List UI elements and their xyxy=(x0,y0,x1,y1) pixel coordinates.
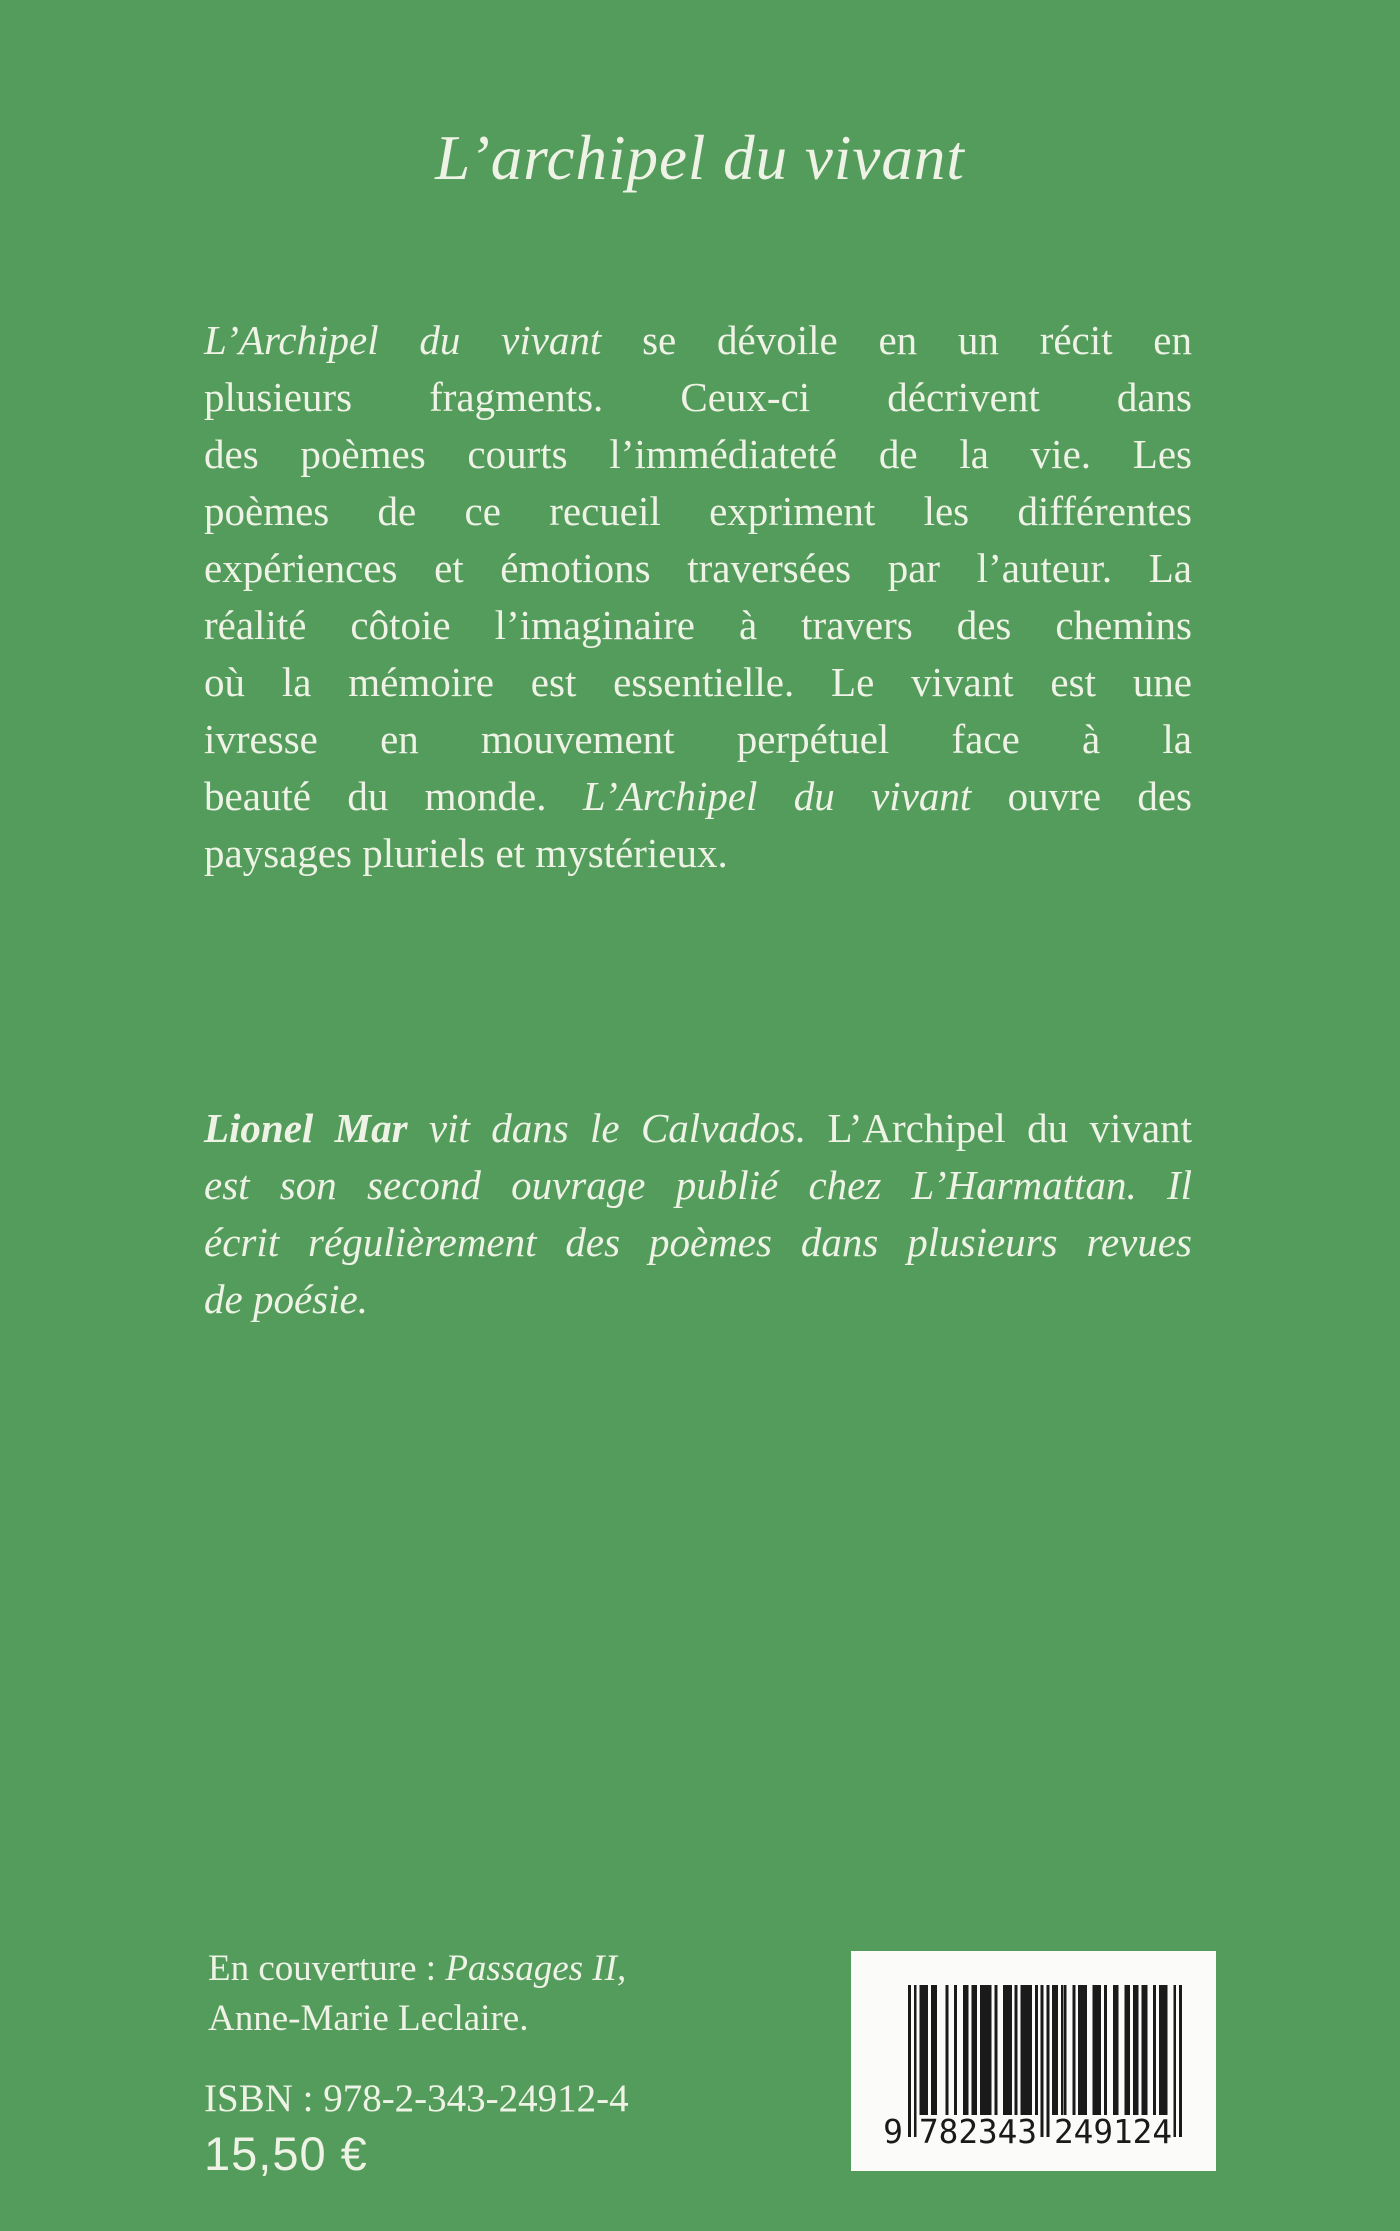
text-line xyxy=(204,825,1192,882)
barcode-bar xyxy=(1116,1985,1119,2115)
text-segment: ivresse en mouvement perpétuel face à la xyxy=(204,716,1192,762)
barcode-bar xyxy=(1003,1985,1006,2115)
text-segment: écrit régulièrement des poèmes dans plusieurs revues xyxy=(204,1219,1192,1265)
barcode-bar xyxy=(914,1985,917,2137)
barcode-bar xyxy=(1165,1985,1168,2115)
text-segment: L’Archipel du vivant xyxy=(827,1105,1192,1151)
text-line xyxy=(204,654,1192,711)
synopsis-paragraph xyxy=(204,312,1192,882)
barcode-bar xyxy=(1173,1985,1176,2137)
barcode-bar xyxy=(1006,1985,1009,2115)
barcode-bar xyxy=(1041,1985,1044,2137)
text-line xyxy=(204,483,1192,540)
text-line xyxy=(204,540,1192,597)
barcode-bar xyxy=(963,1985,966,2115)
text-line xyxy=(204,1157,1192,1214)
barcode-bar xyxy=(1078,1985,1081,2115)
text-line xyxy=(204,768,1192,825)
barcode-bar xyxy=(974,1985,977,2115)
barcode-bar xyxy=(954,1985,957,2115)
text-line xyxy=(204,369,1192,426)
barcode-bar xyxy=(934,1985,937,2115)
barcode-bar xyxy=(1104,1985,1107,2115)
text-line xyxy=(204,1214,1192,1271)
barcode-digits: 782343 xyxy=(919,2112,1037,2151)
barcode-bar xyxy=(1153,1985,1156,2115)
text-segment: est son second ouvrage publié chez L’Harmattan. Il xyxy=(204,1162,1192,1208)
barcode-bar xyxy=(1081,1985,1084,2115)
barcode-bar xyxy=(922,1985,925,2115)
cover-credit xyxy=(208,1944,626,2044)
text-segment: L’Archipel du vivant xyxy=(204,317,602,363)
text-segment: paysages pluriels et mystérieux. xyxy=(204,830,728,876)
barcode-digits: 9 xyxy=(883,2112,903,2151)
barcode-bar xyxy=(1020,1985,1023,2115)
text-line xyxy=(204,426,1192,483)
barcode-bar xyxy=(1159,1985,1162,2115)
text-segment: L’Archipel du vivant xyxy=(582,773,972,819)
barcode-bar xyxy=(1113,1985,1116,2115)
text-line xyxy=(204,1100,1192,1157)
text-line xyxy=(204,312,1192,369)
barcode-bar xyxy=(983,1985,986,2115)
barcode-bar xyxy=(986,1985,989,2115)
barcode-bar xyxy=(1064,1985,1067,2115)
text-segment: Anne-Marie Leclaire. xyxy=(208,1998,529,2039)
barcode-bar xyxy=(995,1985,998,2115)
author-bio-paragraph xyxy=(204,1100,1192,1328)
text-segment: poèmes de ce recueil expriment les différentes xyxy=(204,488,1192,534)
barcode-bar xyxy=(989,1985,992,2115)
barcode-panel xyxy=(851,1951,1216,2171)
text-segment: beauté du monde. xyxy=(204,773,583,819)
text-line xyxy=(204,597,1192,654)
barcode-bar xyxy=(1142,1985,1145,2115)
text-segment: En couverture : xyxy=(208,1948,446,1989)
text-segment: expériences et émotions traversées par l’auteur. La xyxy=(204,545,1192,591)
text-segment: ouvre des xyxy=(971,773,1192,819)
barcode-bar xyxy=(908,1985,911,2137)
barcode-bar xyxy=(1052,1985,1055,2115)
barcode-bar xyxy=(1136,1985,1139,2115)
barcode-bar xyxy=(1145,1985,1148,2115)
text-segment: se dévoile en un récit en xyxy=(601,317,1192,363)
barcode-bar xyxy=(1133,1985,1136,2115)
barcode-bar xyxy=(1124,1985,1127,2115)
barcode-bar xyxy=(1015,1985,1018,2115)
barcode-bar xyxy=(1084,1985,1087,2115)
barcode-bar xyxy=(1046,1985,1049,2137)
isbn-text: ISBN : 978-2-343-24912-4 xyxy=(204,2077,629,2120)
barcode-bar xyxy=(1072,1985,1075,2115)
barcode-bar xyxy=(1162,1985,1165,2115)
barcode-digits: 249124 xyxy=(1054,2112,1172,2151)
barcode-bar xyxy=(966,1985,969,2115)
barcode-bar xyxy=(971,1985,974,2115)
text-segment: vit dans le Calvados. xyxy=(407,1105,828,1151)
barcode-bar xyxy=(1095,1985,1098,2115)
barcode-bar xyxy=(1023,1985,1026,2115)
text-line xyxy=(204,711,1192,768)
text-segment: plusieurs fragments. Ceux-ci décrivent dans xyxy=(204,374,1192,420)
barcode-bar xyxy=(920,1985,923,2115)
barcode-bar xyxy=(1179,1985,1182,2137)
barcode-bar xyxy=(1098,1985,1101,2115)
text-segment: réalité côtoie l’imaginaire à travers des chemins xyxy=(204,602,1192,648)
text-segment: Lionel Mar xyxy=(204,1105,408,1151)
text-line xyxy=(204,1271,1192,1328)
text-segment: où la mémoire est essentielle. Le vivant est une xyxy=(204,659,1192,705)
barcode-bar xyxy=(980,1985,983,2115)
barcode-bar xyxy=(1029,1985,1032,2115)
barcode-bar xyxy=(1061,1985,1064,2115)
text-segment: des poèmes courts l’immédiateté de la vie. Les xyxy=(204,431,1192,477)
text-line xyxy=(208,1994,626,2044)
barcode-bar xyxy=(1035,1985,1038,2115)
ean13-barcode xyxy=(851,1951,1216,2171)
barcode-bar xyxy=(1127,1985,1130,2115)
text-segment: Passages II, xyxy=(445,1948,627,1989)
book-title: L’archipel du vivant xyxy=(435,123,965,193)
barcode-bar xyxy=(1093,1985,1096,2115)
barcode-bar xyxy=(931,1985,934,2115)
text-segment: de poésie. xyxy=(204,1276,368,1322)
barcode-bar xyxy=(1009,1985,1012,2115)
barcode-bar xyxy=(1055,1985,1058,2115)
text-line xyxy=(208,1944,626,1994)
price-text: 15,50 € xyxy=(204,2127,368,2180)
barcode-bar xyxy=(945,1985,948,2115)
barcode-bar xyxy=(1026,1985,1029,2115)
barcode-bar xyxy=(925,1985,928,2115)
